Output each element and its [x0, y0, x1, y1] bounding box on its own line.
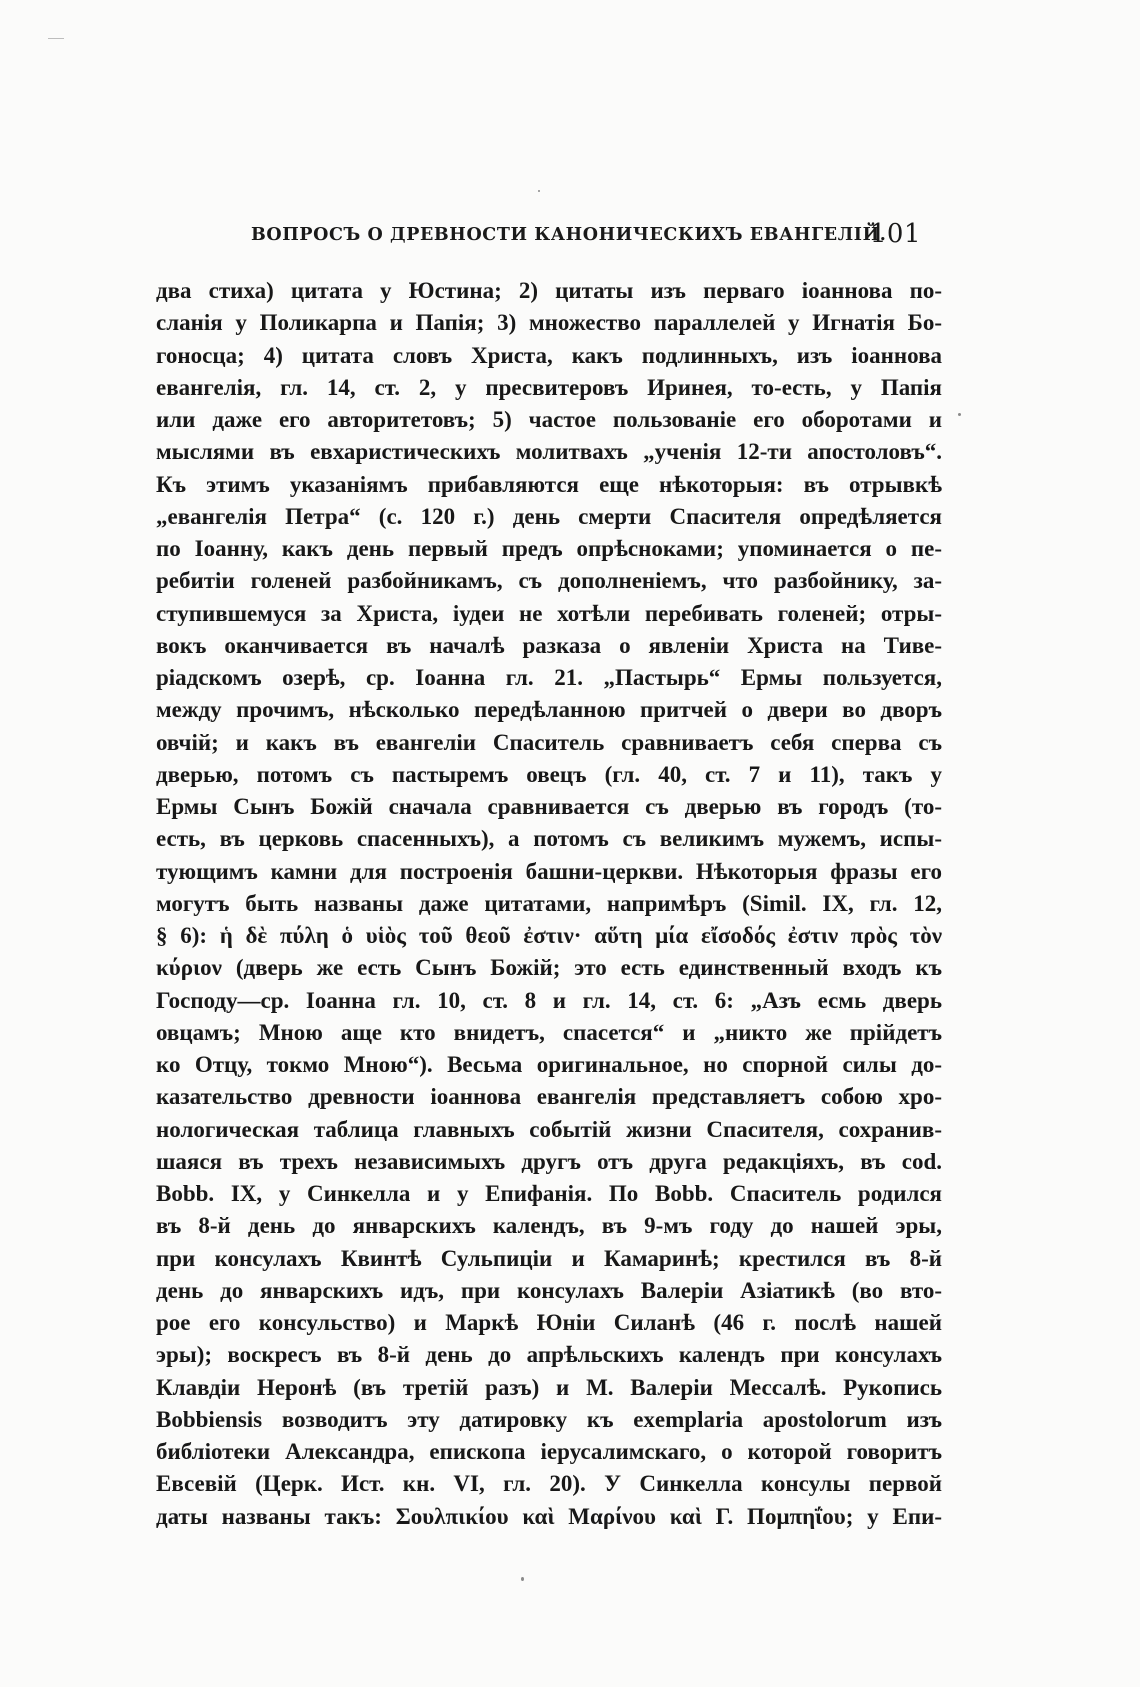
running-head — [251, 219, 921, 255]
text-line: даты названы такъ: Σουλπικίου καὶ Μαρίνου καὶ Γ. Πομπηΐου; у Епи- — [156, 1503, 942, 1529]
scan-edge-mark — [48, 38, 64, 39]
text-line: ребитіи голеней разбойникамъ, съ дополненіемъ, что разбойнику, за- — [156, 568, 942, 594]
text-line: овцамъ; Мною аще кто внидетъ, спасется“ и „никто же прійдетъ — [156, 1019, 942, 1045]
text-line: Евсевій (Церк. Ист. кн. VI, гл. 20). У Синкелла консулы первой — [156, 1471, 942, 1497]
text-line: нологическая таблица главныхъ событій жизни Спасителя, сохранив- — [156, 1116, 942, 1142]
text-line: § 6): ἡ δὲ πύλη ὁ υἱὸς τοῦ θεοῦ ἐστιν· αὕτη μία εἴσοδός ἐστιν πρὸς τὸν — [156, 923, 942, 948]
text-line: два стиха) цитата у Юстина; 2) цитаты изъ перваго іоаннова по- — [156, 278, 942, 303]
text-line: есть, въ церковь спасенныхъ), а потомъ съ великимъ мужемъ, испы- — [156, 826, 942, 852]
scan-speck — [538, 190, 540, 192]
text-line: Господу—ср. Іоанна гл. 10, ст. 8 и гл. 14, ст. 6: „Азъ есмь дверь — [156, 987, 942, 1013]
body-text — [156, 275, 942, 1533]
text-line: Клавдіи Неронѣ (въ третій разъ) и М. Валеріи Мессалѣ. Рукопись — [156, 1374, 942, 1400]
text-line: по Іоанну, какъ день первый предъ опрѣсноками; упоминается о пе- — [156, 536, 942, 561]
text-line: κύριον (дверь же есть Сынъ Божій; это есть единственный входъ къ — [156, 955, 942, 981]
text-line: Ермы Сынъ Божій сначала сравнивается съ дверью въ городъ (то- — [156, 794, 942, 819]
text-line: тующимъ камни для построенія башни-церкви. Нѣкоторыя фразы его — [156, 858, 942, 884]
text-line: Bobbiensis возводитъ эту датировку къ exemplaria apostolorum изъ — [156, 1406, 942, 1432]
text-line: эры); воскресъ въ 8-й день до апрѣльскихъ календъ при консулахъ — [156, 1342, 942, 1368]
text-line: ко Отцу, токмо Мною“). Весьма оригинальное, но спорной силы до- — [156, 1052, 942, 1077]
text-line: библіотеки Александра, епископа іерусалимскаго, о которой говоритъ — [156, 1439, 942, 1464]
text-line: въ 8-й день до январскихъ календъ, въ 9-мъ году до нашей эры, — [156, 1213, 942, 1239]
text-line: овчій; и какъ въ евангеліи Спаситель сравниваетъ себя сперва съ — [156, 729, 942, 755]
text-line: сланія у Поликарпа и Папія; 3) множество параллелей у Игнатія Бо- — [156, 310, 942, 336]
scan-speck — [521, 1577, 524, 1581]
scan-speck — [958, 413, 961, 416]
text-line: при консулахъ Квинтѣ Сульпиціи и Камаринѣ; крестился въ 8-й — [156, 1245, 942, 1271]
text-line: могутъ быть названы даже цитатами, напримѣръ (Simil. IX, гл. 12, — [156, 890, 942, 916]
text-line: или даже его авторитетовъ; 5) частое пользованіе его оборотами и — [156, 407, 942, 432]
text-line: рое его консульство) и Маркѣ Юніи Силанѣ (46 г. послѣ нашей — [156, 1310, 942, 1335]
text-line: евангелія, гл. 14, ст. 2, у пресвитеровъ Иринея, то-есть, у Папія — [156, 374, 942, 400]
text-line: ріадскомъ озерѣ, ср. Іоанна гл. 21. „Пастырь“ Ермы пользуется, — [156, 665, 942, 690]
text-line: ступившемуся за Христа, іудеи не хотѣли перебивать голеней; отры- — [156, 600, 942, 626]
text-line: между прочимъ, нѣсколько передѣланною притчей о двери во дворъ — [156, 697, 942, 723]
text-line: „евангелія Петра“ (с. 120 г.) день смерти Спасителя опредѣляется — [156, 503, 942, 529]
text-line: вокъ оканчивается въ началѣ разказа о явленіи Христа на Тиве- — [156, 632, 942, 658]
text-line: день до январскихъ идъ, при консулахъ Валеріи Азіатикѣ (во вто- — [156, 1277, 942, 1303]
text-line: гоносца; 4) цитата словъ Христа, какъ подлинныхъ, изъ іоаннова — [156, 342, 942, 368]
page-number: 101 — [869, 219, 921, 249]
text-line: Къ этимъ указаніямъ прибавляются еще нѣкоторыя: въ отрывкѣ — [156, 471, 942, 497]
text-line: Bobb. IX, у Синкелла и у Епифанія. По Bobb. Спаситель родился — [156, 1181, 942, 1206]
text-line: шаяся въ трехъ независимыхъ другъ отъ друга редакціяхъ, въ cod. — [156, 1148, 942, 1174]
text-line: дверью, потомъ съ пастыремъ овецъ (гл. 40, ст. 7 и 11), такъ у — [156, 761, 942, 787]
text-line: казательство древности іоаннова евангелія представляетъ собою хро- — [156, 1084, 942, 1110]
text-line: мыслями въ евхаристическихъ молитвахъ „ученія 12-ти апостоловъ“. — [156, 439, 942, 465]
running-title: ВОПРОСЪ О ДРЕВНОСТИ КАНОНИЧЕСКИХЪ ЕВАНГЕЛІЙ. — [251, 225, 887, 245]
